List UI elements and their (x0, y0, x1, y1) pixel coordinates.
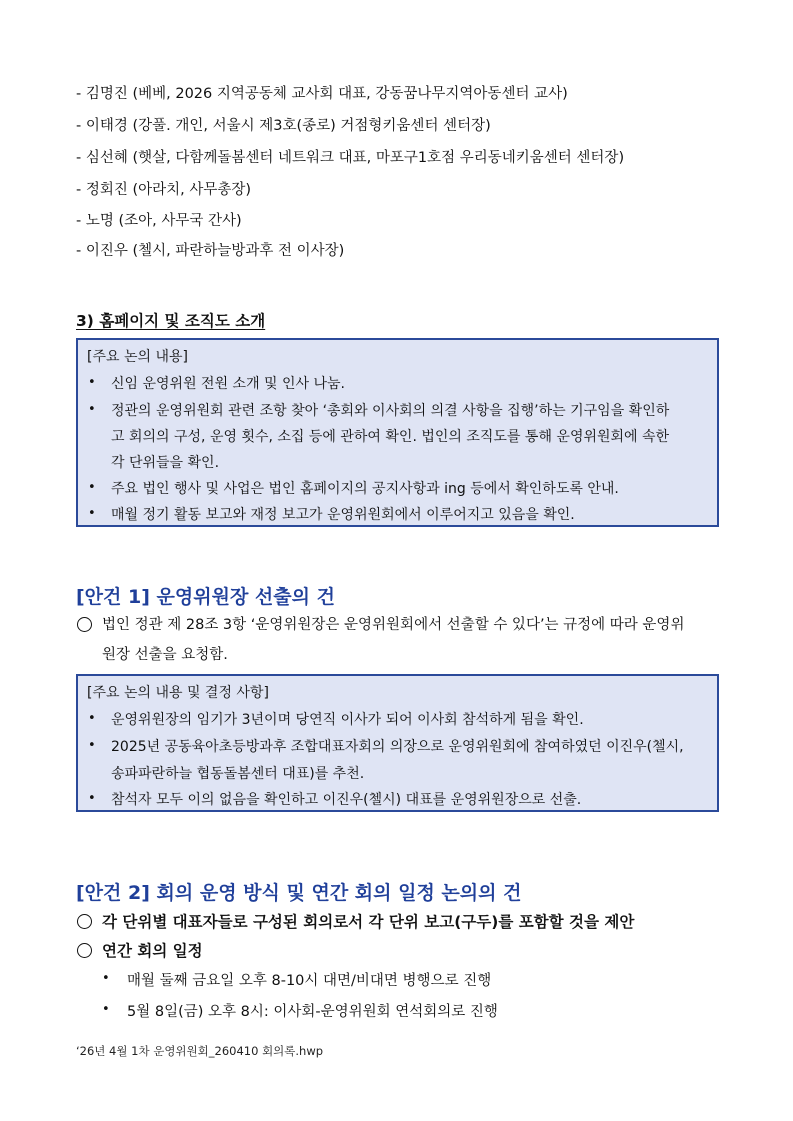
box-header: [주요 논의 내용 및 결정 사항] (87, 685, 269, 701)
box-line: 매월 정기 활동 보고와 재정 보고가 운영위원회에서 이루어지고 있음을 확인. (111, 507, 575, 523)
box-line: 신임 운영위원 전원 소개 및 인사 나눔. (111, 376, 346, 392)
section-3-discussion-box (76, 338, 719, 527)
box-line: 운영위원장의 임기가 3년이며 당연직 이사가 되어 이사회 참석하게 됨을 확인. (111, 712, 584, 728)
circle-bullet-icon (77, 914, 92, 929)
agenda-2-point: 각 단위별 대표자들로 구성된 회의로서 각 단위 보고(구두)를 포함할 것을 제안 (102, 913, 635, 931)
bullet-icon: • (102, 1002, 110, 1017)
member-item: - 노명 (조아, 사무국 간사) (76, 213, 242, 229)
box-line: 각 단위들을 확인. (111, 455, 220, 471)
member-item: - 이태경 (강풀. 개인, 서울시 제3호(종로) 거점형키움센터 센터장) (76, 118, 491, 134)
box-line: 주요 법인 행사 및 사업은 법인 홈페이지의 공지사항과 ing 등에서 확인하도록 안내. (111, 481, 619, 497)
bullet-icon: • (88, 375, 96, 390)
member-item: - 심선혜 (햇살, 다함께돌봄센터 네트워크 대표, 마포구1호점 우리동네키움센터 센터장) (76, 150, 625, 166)
bullet-icon: • (88, 791, 96, 806)
box-line: 2025년 공동육아초등방과후 조합대표자회의 의장으로 운영위원회에 참여하였던 이진우(첼시, (111, 739, 684, 755)
agenda-2-point: 연간 회의 일정 (102, 942, 203, 960)
agenda-1-title: [안건 1] 운영위원장 선출의 건 (76, 586, 335, 608)
schedule-item: 매월 둘째 금요일 오후 8-10시 대면/비대면 병행으로 진행 (127, 973, 492, 989)
bullet-icon: • (88, 480, 96, 495)
member-item: - 김명진 (베베, 2026 지역공동체 교사회 대표, 강동꿈나무지역아동센터 교사) (76, 86, 568, 102)
bullet-icon: • (102, 971, 110, 986)
agenda-1-text: 법인 정관 제 28조 3항 ‘운영위원장은 운영위원회에서 선출할 수 있다’는 규정에 따라 운영위 (102, 617, 685, 633)
box-line: 고 회의의 구성, 운영 횟수, 소집 등에 관하여 확인. 법인의 조직도를 통해 운영위원회에 속한 (111, 429, 670, 445)
member-item: - 정회진 (아라치, 사무총장) (76, 182, 252, 198)
bullet-icon: • (88, 711, 96, 726)
agenda-1-decision-box (76, 674, 719, 812)
circle-bullet-icon (77, 617, 92, 632)
circle-bullet-icon (77, 943, 92, 958)
box-line: 참석자 모두 이의 없음을 확인하고 이진우(첼시) 대표를 운영위원장으로 선출. (111, 792, 582, 808)
box-line: 송파파란하늘 협동돌봄센터 대표)를 추천. (111, 766, 365, 782)
agenda-2-title: [안건 2] 회의 운영 방식 및 연간 회의 일정 논의의 건 (76, 882, 522, 904)
footer-filename: ‘26년 4월 1차 운영위원회_260410 회의록.hwp (76, 1044, 324, 1058)
schedule-item: 5월 8일(금) 오후 8시: 이사회-운영위원회 연석회의로 진행 (127, 1004, 498, 1020)
agenda-1-text: 원장 선출을 요청함. (102, 647, 228, 663)
section-3-title: 3) 홈페이지 및 조직도 소개 (76, 312, 266, 330)
bullet-icon: • (88, 738, 96, 753)
box-header: [주요 논의 내용] (87, 349, 188, 365)
member-item: - 이진우 (첼시, 파란하늘방과후 전 이사장) (76, 243, 345, 259)
bullet-icon: • (88, 402, 96, 417)
bullet-icon: • (88, 506, 96, 521)
box-line: 정관의 운영위원회 관련 조항 찾아 ‘총회와 이사회의 의결 사항을 집행’하는 기구임을 확인하 (111, 403, 670, 419)
